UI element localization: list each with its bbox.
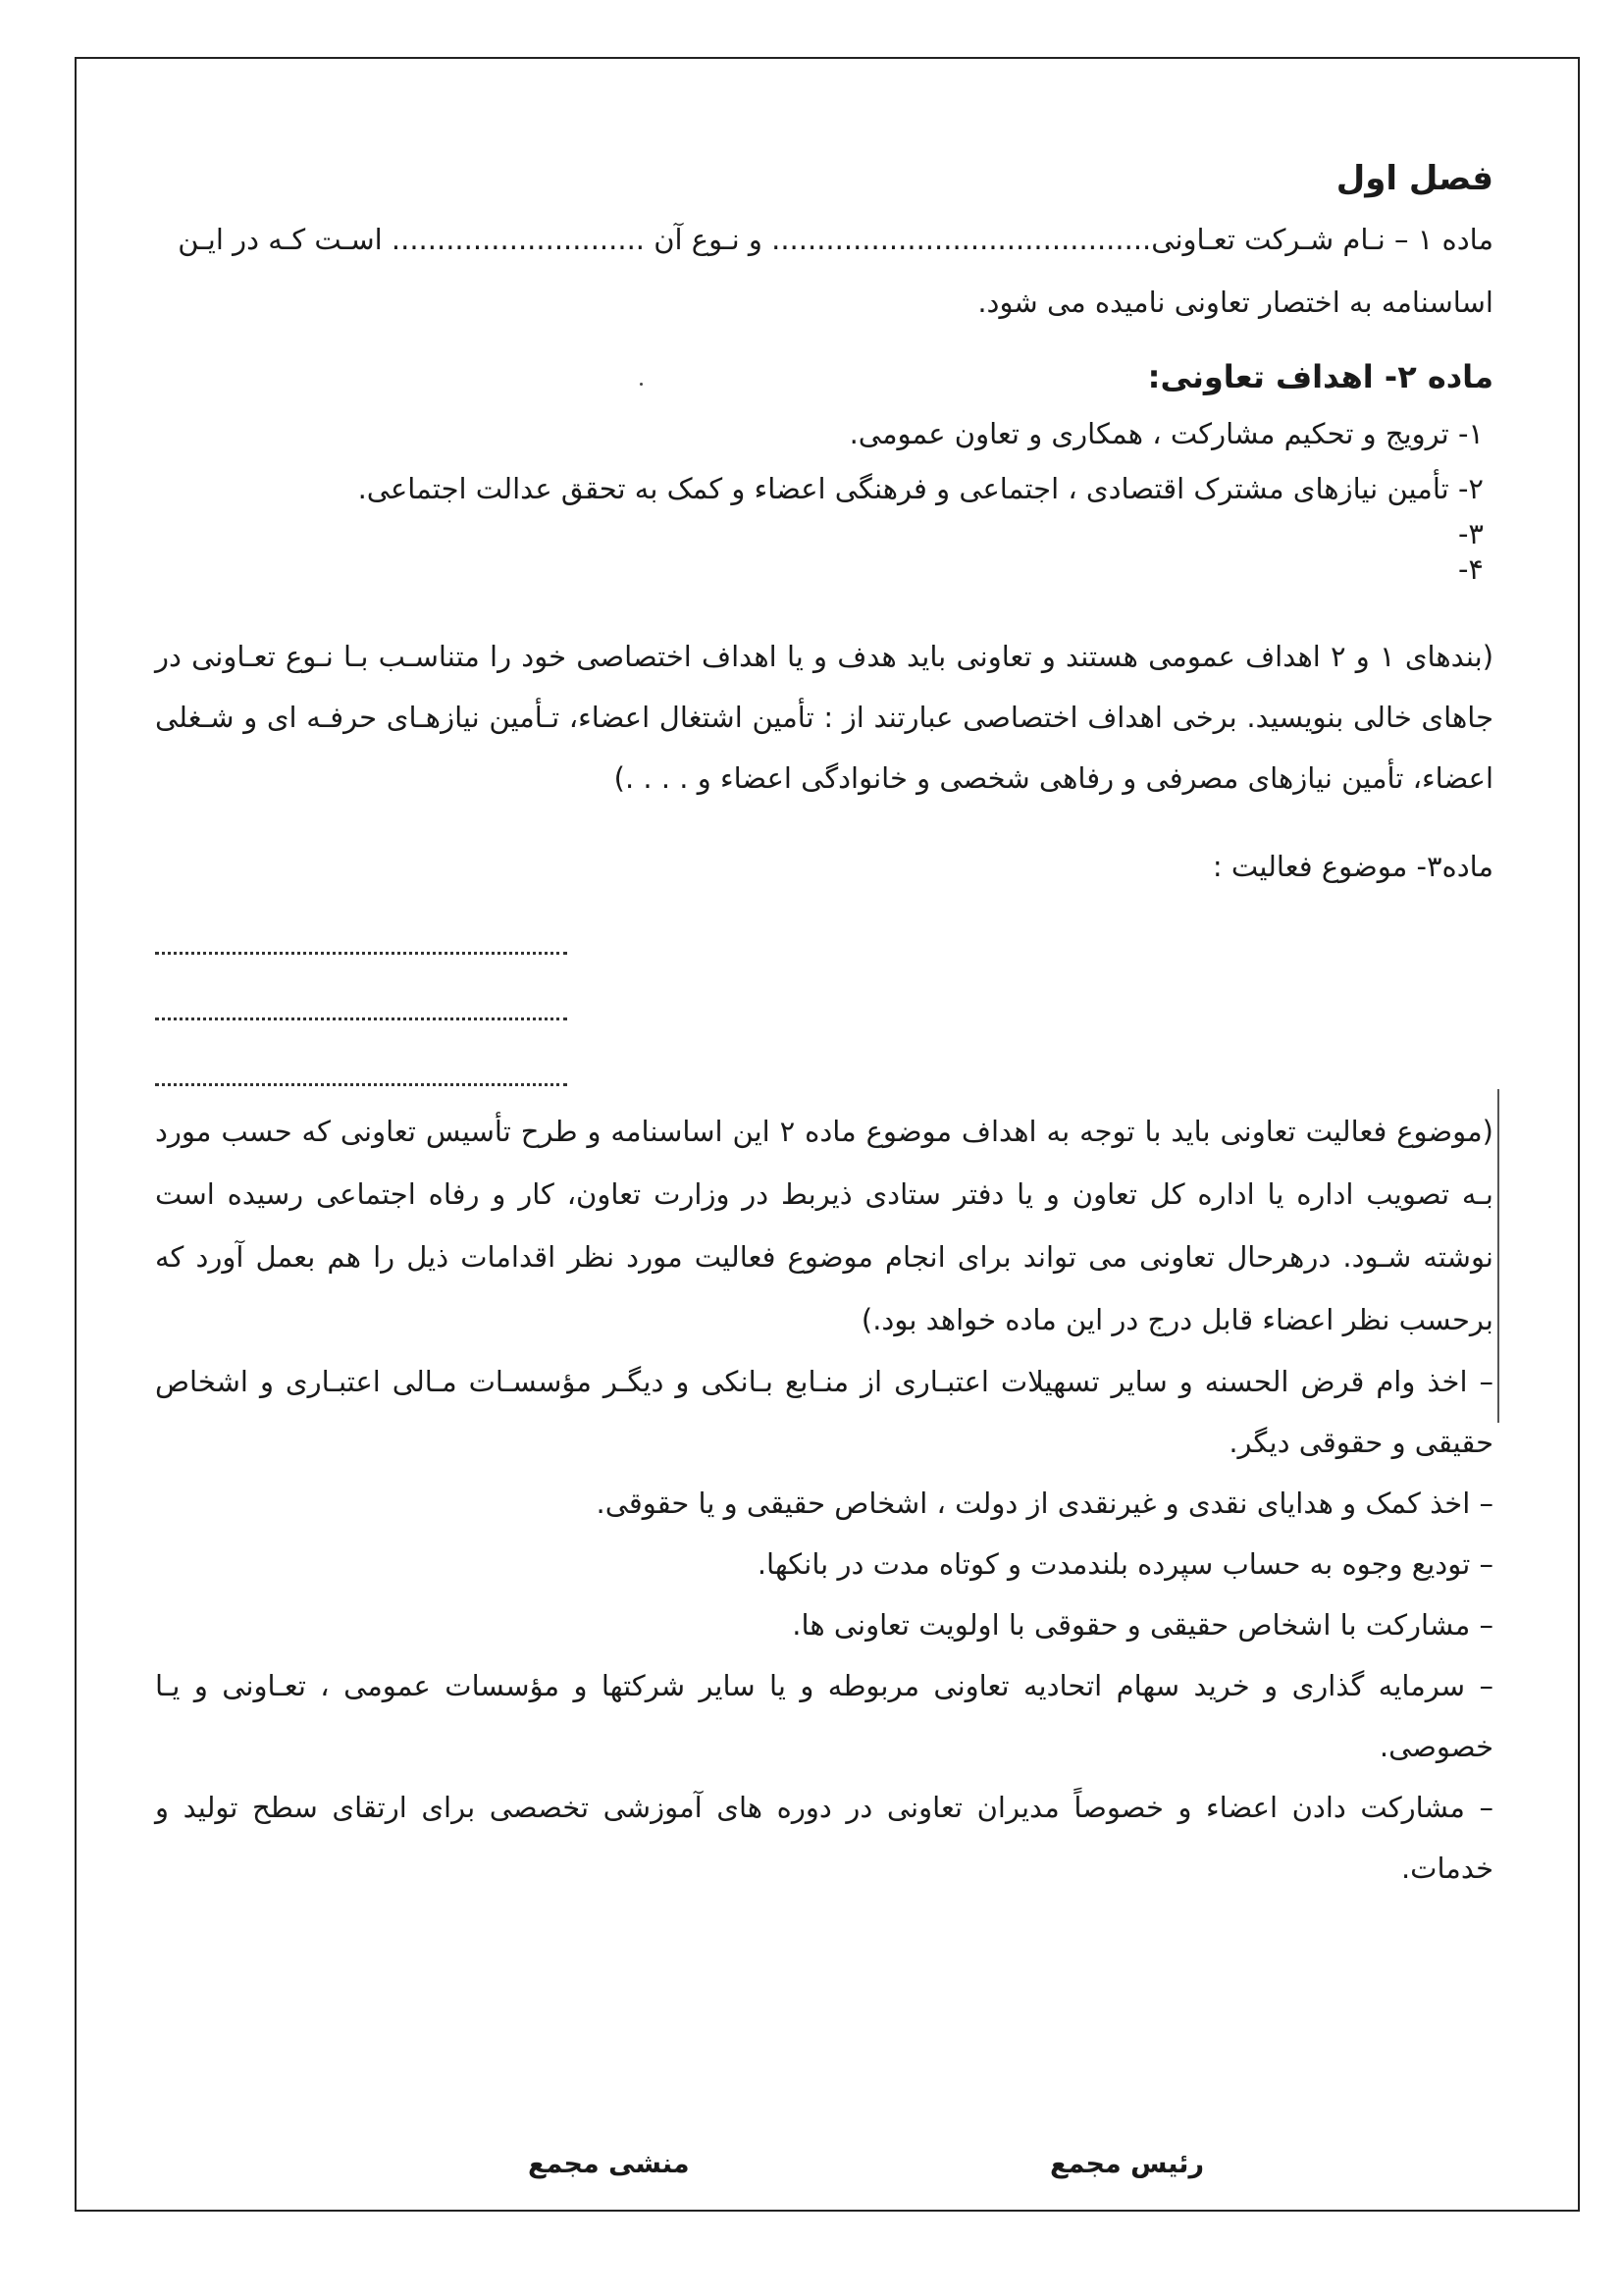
goal-list	[155, 406, 1493, 587]
signature-row	[0, 2149, 1622, 2188]
action-item: – مشارکت با اشخاص حقیقی و حقوقی با اولویت تعاونی ها.	[792, 1608, 1493, 1642]
goal-item: ۳-	[1457, 517, 1484, 550]
action-item: – سرمایه گذاری و خرید سهام اتحادیه تعاونی مربوطه و یا سایر شرکتها و مؤسسات عمومی ، تعـاونی و یـا خصوصی.	[155, 1669, 1493, 1763]
goal-item: ۲- تأمین نیازهای مشترک اقتصادی ، اجتماعی و فرهنگی اعضاء و کمک به تحقق عدالت اجتماعی.	[357, 472, 1484, 505]
action-list	[155, 1351, 1493, 1899]
article3-note: (موضوع فعالیت تعاونی باید با توجه به اهداف موضوع ماده ۲ این اساسنامه و طرح تأسیس تعاونی که حسب مورد بـه تصویب اداره یا اداره کل تعاون و یا دفتر ستادی ذیربط در وزارت تعاون، کار و رفاه اجتماعی رسیده است نوشته شـود. درهرحال تعاونی می تواند برای انجام موضوع فعالیت مورد نظر اقدامات ذیل را هم بعمل آورد که برحسب نظر اعضاء قابل درج در این ماده خواهد بود.)	[155, 1115, 1493, 1336]
goal-item: ۴-	[1457, 552, 1484, 586]
chair-signature-label: رئیس مجمع	[1050, 2149, 1204, 2179]
secretary-signature-label: منشی مجمع	[528, 2149, 690, 2179]
action-item: – اخذ وام قرض الحسنه و سایر تسهیلات اعتبـاری از منـابع بـانکی و دیگـر مؤسسـات مـالی اعتبـاری و اشخاص حقیقی و حقوقی دیگر.	[155, 1365, 1493, 1459]
document-body	[155, 157, 1493, 1899]
chapter-title: فصل اول	[1335, 159, 1493, 198]
article2-heading: ماده ۲- اهداف تعاونی:	[1147, 358, 1493, 395]
action-item: – اخذ کمک و هدایای نقدی و غیرنقدی از دولت ، اشخاص حقیقی و یا حقوقی.	[596, 1487, 1493, 1520]
action-item: – تودیع وجوه به حساب سپرده بلندمدت و کوتاه مدت در بانکها.	[757, 1547, 1493, 1581]
article3-heading: ماده۳- موضوع فعالیت :	[1212, 850, 1493, 883]
blank-line[interactable]	[155, 916, 567, 955]
activity-blank-lines	[155, 903, 1493, 1100]
article1-line1: ماده ۱ – نـام شـرکت تعـاونی.......................................... و نـوع آن ............................ اسـت کـه در ایـن	[178, 223, 1493, 256]
article2-note: (بندهای ۱ و ۲ اهداف عمومی هستند و تعاونی باید هدف و یا اهداف اختصاصی خود را متناسـب بـا نـوع تعـاونی در جاهای خالی بنویسید. برخی اهداف اختصاصی عبارتند از : تأمین اشتغال اعضاء، تـأمین نیازهـای حرفـه ای و شـغلی اعضاء، تأمین نیازهای مصرفی و رفاهی شخصی و خانوادگی اعضاء و . . . .)	[155, 640, 1494, 795]
article1-line2: اساسنامه به اختصار تعاونی نامیده می شود.	[977, 286, 1493, 319]
action-item: – مشارکت دادن اعضاء و خصوصاً مدیران تعاونی در دوره های آموزشی تخصصی برای ارتقای سطح تولید و خدمات.	[155, 1791, 1493, 1885]
goal-item: ۱- ترویج و تحکیم مشارکت ، همکاری و تعاون عمومی.	[849, 417, 1484, 450]
margin-line	[1497, 1089, 1499, 1423]
blank-line[interactable]	[155, 1048, 567, 1086]
blank-line[interactable]	[155, 982, 567, 1020]
